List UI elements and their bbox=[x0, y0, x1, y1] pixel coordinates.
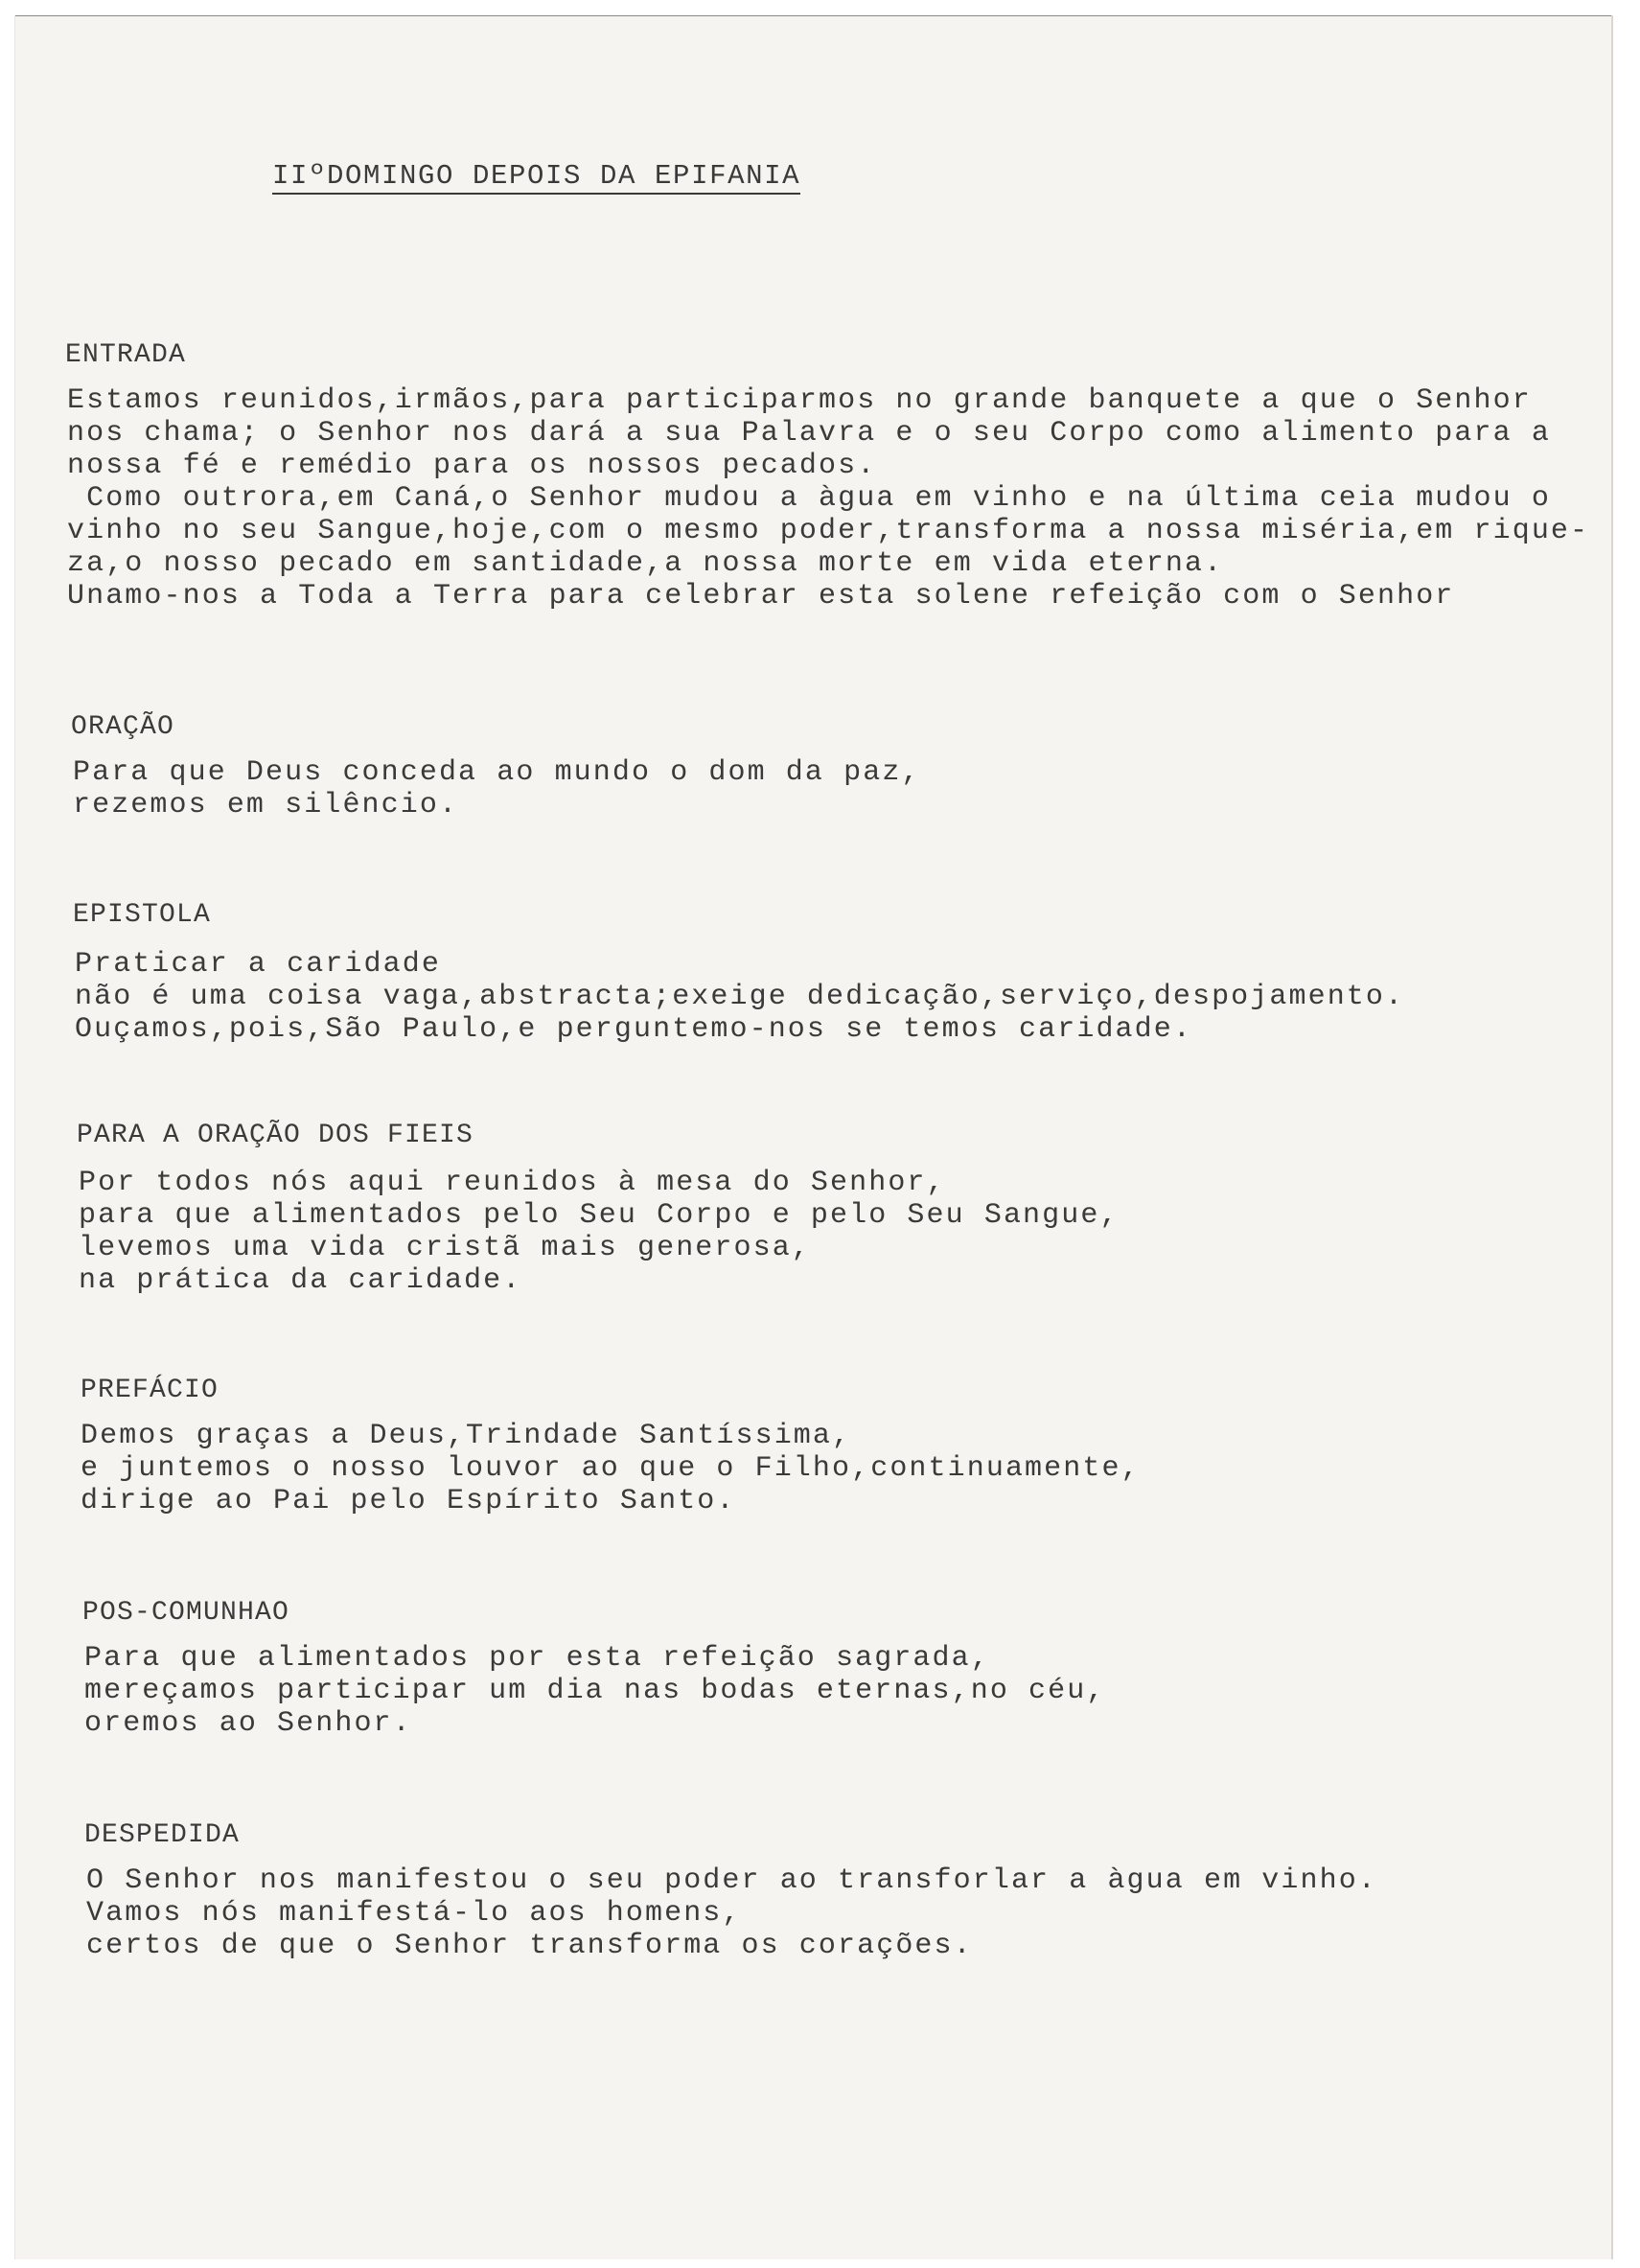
section-body-entrada bbox=[67, 384, 1589, 613]
body-line: Unamo-nos a Toda a Terra para celebrar esta solene refeição com o Senhor bbox=[67, 580, 1455, 613]
body-line: levemos uma vida cristã mais generosa, bbox=[79, 1232, 811, 1264]
body-line: vinho no seu Sangue,hoje,com o mesmo poder,transforma a nossa miséria,em rique- bbox=[67, 515, 1590, 547]
body-line: na prática da caridade. bbox=[79, 1264, 522, 1297]
section-heading-prefacio: PREFÁCIO bbox=[81, 1376, 219, 1405]
body-line: Demos graças a Deus,Trindade Santíssima, bbox=[81, 1420, 852, 1452]
body-line: mereçamos participar um dia nas bodas eternas,no céu, bbox=[84, 1675, 1106, 1707]
body-line: para que alimentados pelo Seu Corpo e pelo Seu Sangue, bbox=[79, 1199, 1120, 1232]
section-heading-oracao-fieis: PARA A ORAÇÃO DOS FIEIS bbox=[77, 1121, 474, 1150]
body-line: O Senhor nos manifestou o seu poder ao transforlar a àgua em vinho. bbox=[86, 1864, 1377, 1897]
body-line: Praticar a caridade bbox=[75, 948, 441, 981]
section-heading-despedida: DESPEDIDA bbox=[84, 1820, 241, 1850]
paper-sheet bbox=[15, 15, 1611, 2259]
section-body-prefacio bbox=[81, 1420, 1141, 1517]
body-line: certos de que o Senhor transforma os corações. bbox=[86, 1930, 973, 1962]
body-line: não é uma coisa vaga,abstracta;exeige dedicação,serviço,despojamento. bbox=[75, 981, 1405, 1013]
body-line: Por todos nós aqui reunidos à mesa do Senhor, bbox=[79, 1167, 946, 1199]
section-body-epistola bbox=[75, 948, 1404, 1046]
body-line: Como outrora,em Caná,o Senhor mudou a àgua em vinho e na última ceia mudou o bbox=[67, 482, 1551, 515]
section-heading-entrada: ENTRADA bbox=[65, 340, 187, 370]
section-body-despedida bbox=[86, 1864, 1377, 1962]
section-body-pos-comunhao bbox=[84, 1642, 1105, 1740]
body-line: nossa fé e remédio para os nossos pecados. bbox=[67, 450, 877, 482]
section-heading-oracao: ORAÇÃO bbox=[71, 712, 175, 742]
body-line: dirige ao Pai pelo Espírito Santo. bbox=[81, 1485, 736, 1517]
body-line: Vamos nós manifestá-lo aos homens, bbox=[86, 1897, 742, 1930]
body-line: rezemos em silêncio. bbox=[73, 789, 459, 822]
section-heading-epistola: EPISTOLA bbox=[73, 900, 212, 930]
body-line: Para que alimentados por esta refeição sagrada, bbox=[84, 1642, 990, 1675]
body-line: oremos ao Senhor. bbox=[84, 1707, 412, 1740]
section-body-oracao bbox=[73, 756, 921, 822]
body-line: Estamos reunidos,irmãos,para participarmos no grande banquete a que o Senhor bbox=[67, 384, 1532, 417]
body-line: za,o nosso pecado em santidade,a nossa morte em vida eterna. bbox=[67, 547, 1224, 580]
section-heading-pos-comunhao: POS-COMUNHAO bbox=[82, 1598, 290, 1628]
body-line: Para que Deus conceda ao mundo o dom da paz, bbox=[73, 756, 921, 789]
body-line: nos chama; o Senhor nos dará a sua Palavra e o seu Corpo como alimento para a bbox=[67, 417, 1551, 450]
body-line: Ouçamos,pois,São Paulo,e perguntemo-nos se temos caridade. bbox=[75, 1013, 1192, 1046]
document-title: IIºDOMINGO DEPOIS DA EPIFANIA bbox=[272, 160, 800, 195]
section-body-oracao-fieis bbox=[79, 1167, 1120, 1297]
body-line: e juntemos o nosso louvor ao que o Filho,continuamente, bbox=[81, 1452, 1141, 1485]
